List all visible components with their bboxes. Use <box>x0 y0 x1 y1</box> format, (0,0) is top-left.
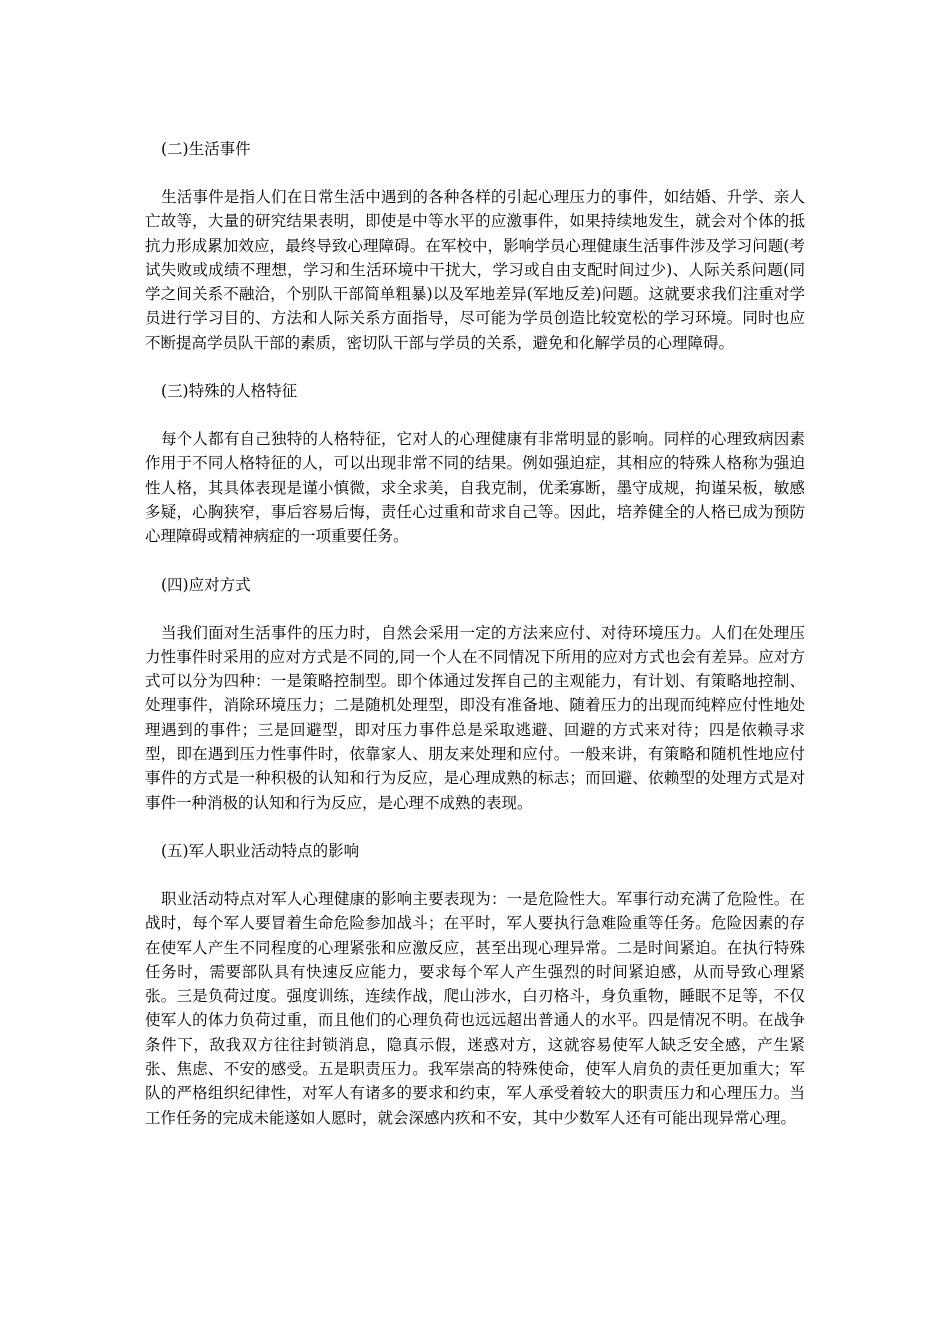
section-body-personality: 每个人都有自己独特的人格特征，它对人的心理健康有非常明显的影响。同样的心理致病因素作用于不同人格特征的人，可以出现非常不同的结果。例如强迫症，其相应的特殊人格称为强迫性人格，其具体表现是谨小慎微，求全求美，自我克制，优柔寡断，墨守成规，拘谨呆板，敏感多疑，心胸狭窄，事后容易后悔，责任心过重和苛求自己等。因此，培养健全的人格已成为预防心理障碍或精神病症的一项重要任务。 <box>145 430 805 546</box>
document-page <box>145 137 805 1130</box>
section-heading-personality: (三)特殊的人格特征 <box>161 382 298 401</box>
section-body-life-events: 生活事件是指人们在日常生活中遇到的各种各样的引起心理压力的事件，如结婚、升学、亲人亡故等，大量的研究结果表明，即使是中等水平的应激事件，如果持续地发生，就会对个体的抵抗力形成累加效应，最终导致心理障碍。在军校中，影响学员心理健康生活事件涉及学习问题(考试失败或成绩不理想，学习和生活环境中干扰大，学习或自由支配时间过少)、人际关系问题(同学之间关系不融洽，个别队干部简单粗暴)以及军地差异(军地反差)问题。这就要求我们注重对学员进行学习目的、方法和人际关系方面指导，尽可能为学员创造比较宽松的学习环境。同时也应不断提高学员队干部的素质，密切队干部与学员的关系，避免和化解学员的心理障碍。 <box>145 188 805 352</box>
spacer <box>145 815 805 839</box>
section-body-military-career: 职业活动特点对军人心理健康的影响主要表现为：一是危险性大。军事行动充满了危险性。在战时，每个军人要冒着生命危险参加战斗；在平时，军人要执行急难险重等任务。危险因素的存在使军人产生不同程度的心理紧张和应激反应，甚至出现心理异常。二是时间紧迫。在执行特殊任务时，需要部队具有快速反应能力，要求每个军人产生强烈的时间紧迫感，从而导致心理紧张。三是负荷过度。强度训练，连续作战，爬山涉水，白刃格斗，身负重物，睡眠不足等，不仅使军人的体力负荷过重，而且他们的心理负荷也远远超出普通人的水平。四是情况不明。在战争条件下，敌我双方往往封锁消息，隐真示假，迷惑对方，这就容易使军人缺乏安全感，产生紧张、焦虑、不安的感受。五是职责压力。我军崇高的特殊使命，使军人肩负的责任更加重大；军队的严格组织纪律性，对军人有诸多的要求和约束，军人承受着较大的职责压力和心理压力。当工作任务的完成未能遂如人愿时，就会深感内疚和不安，其中少数军人还有可能出现异常心理。 <box>145 889 805 1127</box>
spacer <box>145 355 805 379</box>
section-heading-coping: (四)应对方式 <box>161 575 251 594</box>
section-body-coping: 当我们面对生活事件的压力时，自然会采用一定的方法来应付、对待环境压力。人们在处理压力性事件时采用的应对方式是不同的,同一个人在不同情况下所用的应对方式也会有差异。应对方式可以分为四种：一是策略控制型。即个体通过发挥自己的主观能力，有计划、有策略地控制、处理事件，消除环境压力；二是随机处理型，即没有准备地、随着压力的出现而纯粹应付性地处理遇到的事件；三是回避型，即对压力事件总是采取逃避、回避的方式来对待；四是依赖寻求型，即在遇到压力性事件时，依靠家人、朋友来处理和应付。一般来讲，有策略和随机性地应付事件的方式是一种积极的认知和行为反应，是心理成熟的标志；而回避、依赖型的处理方式是对事件一种消极的认知和行为反应，是心理不成熟的表现。 <box>145 623 805 812</box>
spacer <box>145 161 805 185</box>
spacer <box>145 549 805 573</box>
spacer <box>145 863 805 887</box>
spacer <box>145 597 805 621</box>
section-heading-life-events: (二)生活事件 <box>161 140 251 158</box>
spacer <box>145 403 805 427</box>
section-heading-military-career: (五)军人职业活动特点的影响 <box>161 841 360 860</box>
